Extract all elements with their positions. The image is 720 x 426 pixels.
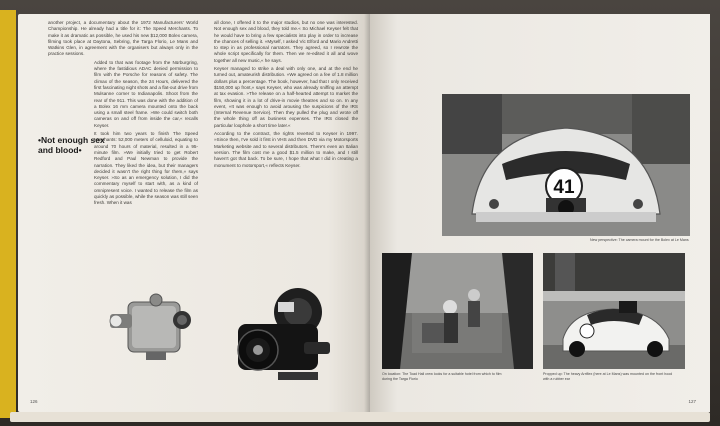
photo-crew-on-location	[382, 253, 533, 369]
car-number: 41	[553, 177, 575, 198]
paragraph: It took him two years to finish The Speed Merchants: 52,000 meters of celluloid, equating to around 70 hours of material, resulted in a 95-minute film. »We initially tried to get Robert Redford and Paul Newman to provide the narration. They liked the idea, but their managers decided it wasn't the right thing for them,« says Keyser. »So as an emergency solution, I did the commentary myself to start with, as a kind of omnipresent voice. I wanted to release the film as quickly as possible, while the season was still seen fresh. When it was	[94, 131, 198, 206]
photo-caption-bottom-right: Propped up: The heavy Arriflex (here at Le Mans) was mounted on the front hood with a rubber ear	[543, 372, 673, 381]
book-page-edges	[10, 412, 710, 422]
book-cover-edge	[0, 10, 16, 418]
arriflex-camera-icon	[238, 288, 330, 380]
paragraph: According to the contract, the rights reverted to Keyser in 1997. »Since then, I've sold it first in VHS and then DVD via my Motorsports Marketing website and to several distributors. There's even an Italian version. The film cost me a good $1.5 million to make, and I still haven't got that back. To be sure, I hope that what I did in creating a monument to motorsport,« reflects Keyser.	[214, 131, 358, 168]
page-number: 127	[688, 399, 696, 404]
paragraph: Keyser managed to strike a deal with only one, and at the end he turned out, amateurish distribution. »We agreed on a fee of 1.8 million dollars plus a percentage. The book, however, had that I only received $150,000 up front,« says Keyser, who was already sniffing an attempt at tax evasion. »The release on a half-hearted attempt to market the film, showing it in a lot of drive-in movie theatres and so on. In any event, »It was enough to avoid arousing the suspicions of the IRS (Internal Revenue Service). Then they pulled the plug and wrote off the whole thing off as business expenses. The IRS closed the particular loophole a short time later.«	[214, 66, 358, 128]
photo-caption-top: New perspective: The camera mount for the Bolex at Le Mans	[590, 238, 689, 242]
page-number: 126	[30, 399, 38, 404]
photo-caption-bottom-left: On location: The Toad Hall crew looks for a suitable hotel from which to film during the Targa Florio	[382, 372, 502, 381]
paragraph: Added to that was footage from the Nürburgring, where the fastidious ADAC denied permission to film with the Porsche for reasons of safety. The climax of the season, the 24 Hours, delivered the first fascinating night shots and a flat-out drive from Mulsanne corner to Indianapolis. Shoot from the rear of the 911. This was done with the addition of a Bolex 16 mm camera mounted onto the back using a small steel frame. »We could switch both cameras on and off from inside the car,« recalls Keyser.	[94, 59, 198, 128]
photo-car-rear	[442, 94, 690, 236]
right-text-column	[376, 20, 462, 22]
left-text-column-2	[214, 20, 358, 171]
photo-porsche-front	[543, 253, 685, 369]
bolex-camera-icon	[110, 294, 191, 360]
left-text-column-1	[48, 20, 198, 209]
crew-photo-image	[382, 253, 533, 369]
car-rear-photo-image	[442, 94, 690, 236]
pull-quote: •Not enough sex and blood•	[38, 135, 105, 155]
camera-illustration	[108, 280, 338, 398]
left-page	[18, 14, 370, 412]
paragraph: another project, a documentary about the 1972 Manufacturers' World Championship. He already had a title for it: The Speed Merchants. To make it as dramatic as possible, he used his new $12,000 Bolex camera, filming took place at Daytona, Sebring, the Targa Florio, Le Mans and Watkins Glen, in agreement with the organisers but always only in the practice sessions.	[48, 20, 198, 57]
paragraph: all done, I offered it to the major studios, but no one was interested. Not enough sex and blood, they told me.« So Michael Keyser felt that he would have to bring a few specialists into play in order to increase the chances of selling it. »Myself, I asked Vic Elford and Mario Andretti to step in as professional narrators. They agreed, so I rewrote the whole script specifically for them. Then we re-edited it all and wove together all new music,« he says.	[214, 20, 358, 63]
porsche-photo-image	[543, 253, 685, 369]
right-page	[370, 14, 710, 412]
